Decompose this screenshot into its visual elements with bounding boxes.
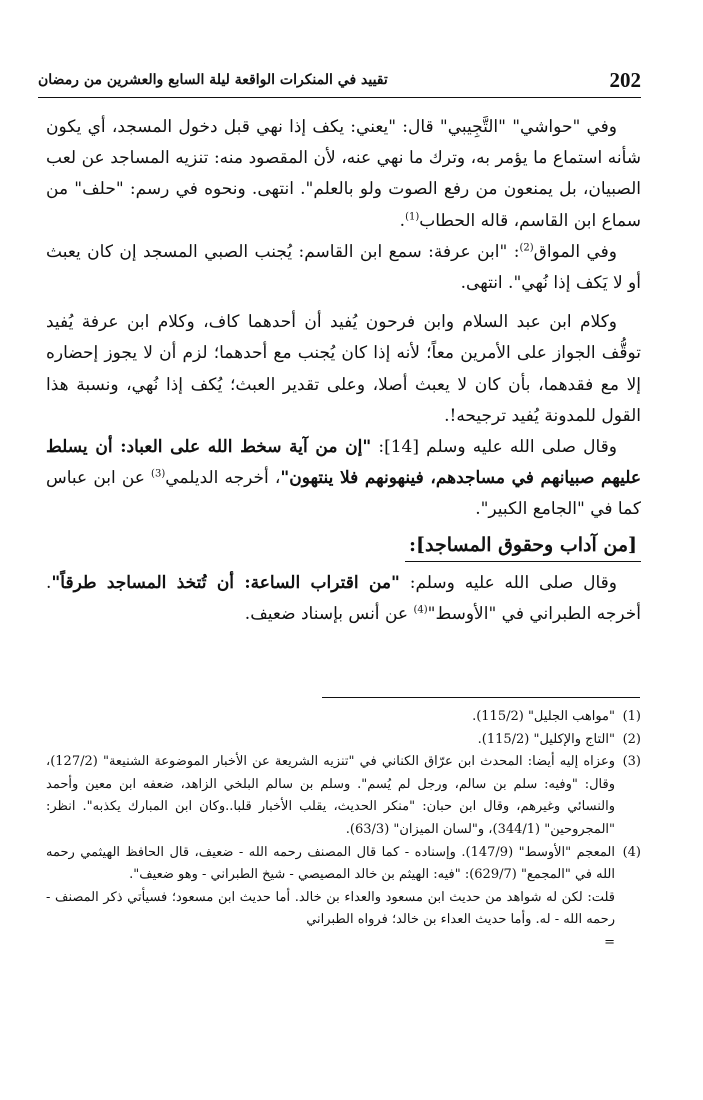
paragraph-text-end: عن ابن عباس كما في "الجامع الكبير". <box>46 468 641 520</box>
footnote-ref-3: (3) <box>151 468 166 480</box>
paragraph-text: وفي المواق <box>533 241 617 262</box>
footnote-text: "التاج والإكليل" (115/2). <box>477 731 615 747</box>
footnote-ref-4: (4) <box>413 604 428 616</box>
footnote-4 <box>46 842 641 955</box>
paragraph-text: وفي "حواشي" "التَّجِيبي" قال: "يعني: يكف إذا نهي قبل دخول المسجد، أي يكون شأنه استماع ما يؤمر به، وترك ما نهي عنه، لأن المقصود منه: تنزيه المساجد عن لعب الصبيان، بل يمنعون من رفع الصوت ولو بالعلم". انتهى. ونحوه في رسم: "حلف" من سماع ابن القاسم، قاله الحطاب <box>46 117 641 231</box>
page-number: 202 <box>609 68 641 92</box>
footnote-continuation-text: قلت: لكن له شواهد من حديث ابن مسعود والعداء بن خالد. أما حديث ابن مسعود؛ فسيأتي ذكر المصنف - رحمه الله - له. وأما حديث العداء بن خالد؛ فرواه الطبراني <box>46 889 615 928</box>
paragraph-text: وكلام ابن عبد السلام وابن فرحون يُفيد أن أحدهما كاف، وكلام ابن عرفة يُفيد توقُّف الجواز على الأمرين معاً؛ لأنه إذا كان يُجنب مع أحدهما؛ لزم أن لا يجوز إحضاره إلا مع فقدهما، بأن كان لا يعبث أصلا، وعلى تقدير العبث؛ يُكف إذا نُهي، ونسبة هذا القول للمدونة يُفيد ترجيحه!. <box>46 312 641 426</box>
page-header <box>38 66 641 98</box>
paragraph-end: . <box>399 210 406 231</box>
paragraph-hadith-tabarani <box>46 568 641 630</box>
paragraph-mawwaq <box>46 237 641 299</box>
hadith-text: "من اقتراب الساعة: أن تُتخذ المساجد طرقاً" <box>51 572 400 593</box>
footnote-number: (3) <box>622 754 641 770</box>
footnote-3 <box>46 751 641 841</box>
paragraph-hadith-daylami <box>46 432 641 526</box>
paragraph-text-end: عن أنس بإسناد ضعيف. <box>244 604 414 625</box>
paragraph-text-rest: : "ابن عرفة: سمع ابن القاسم: يُجنب الصبي المسجد إن كان يعبث أو لا يَكف إذا نُهي". انتهى. <box>46 241 641 294</box>
footnote-text: المعجم "الأوسط" (147/9). وإسناده - كما قال المصنف رحمه الله - ضعيف، قال الحافظ الهيثمي رحمه الله في "المجمع" (629/7): "فيه: الهيثم بن خالد المصيصي - شيخ الطبراني - وهو ضعيف". <box>46 844 615 883</box>
hadith-text: "إن من آية سخط الله على العباد: أن يسلط عليهم صبيانهم في مساجدهم، فينهونهم فلا ينتهون" <box>46 437 641 489</box>
paragraph-kalam <box>46 307 641 432</box>
footnote-1 <box>46 706 641 729</box>
section-heading: [من آداب وحقوق المساجد]: <box>405 530 641 562</box>
paragraph-hawashi <box>46 112 641 237</box>
paragraph-text: وقال صلى الله عليه وسلم: <box>399 572 617 593</box>
running-title: تقييد في المنكرات الواقعة ليلة السابع والعشرين من رمضان <box>38 72 388 88</box>
footnote-number: (2) <box>622 731 641 747</box>
continuation-mark: = <box>604 934 615 950</box>
footnote-text: وعزاه إليه أيضا: المحدث ابن عرّاق الكناني في "تنزيه الشريعة عن الأخبار الموضوعة الشنيعة" (127/2)، وقال: "وفيه: سلم بن سالم، ورجل لم يُسم". وسلم بن سالم البلخي الزاهد، ضعفه ابن معين وأحمد والنسائي وغيرهم، وقال ابن حبان: "منكر الحديث، يقلب الأخبار قلبا..وكان ابن المبارك يكذبه". انظر: "المجروحين" (344/1)، و"لسان الميزان" (63/3). <box>46 754 615 837</box>
paragraph-text-mid: . أخرجه الطبراني في "الأوسط" <box>46 572 641 625</box>
main-text <box>46 112 641 630</box>
footnote-2 <box>46 729 641 752</box>
header-rule <box>38 97 641 98</box>
paragraph-text-mid: ، أخرجه الديلمي <box>165 468 281 489</box>
footnote-ref-1: (1) <box>405 210 420 222</box>
footnote-ref-2: (2) <box>519 242 534 254</box>
section-heading-container <box>46 530 641 562</box>
footnote-number: (1) <box>622 709 641 724</box>
footnote-text: "مواهب الجليل" (115/2). <box>472 709 615 724</box>
footnote-number: (4) <box>622 844 641 860</box>
paragraph-text: وقال صلى الله عليه وسلم [14]: <box>371 437 617 458</box>
footnotes <box>46 706 641 955</box>
footnote-separator <box>322 697 640 698</box>
